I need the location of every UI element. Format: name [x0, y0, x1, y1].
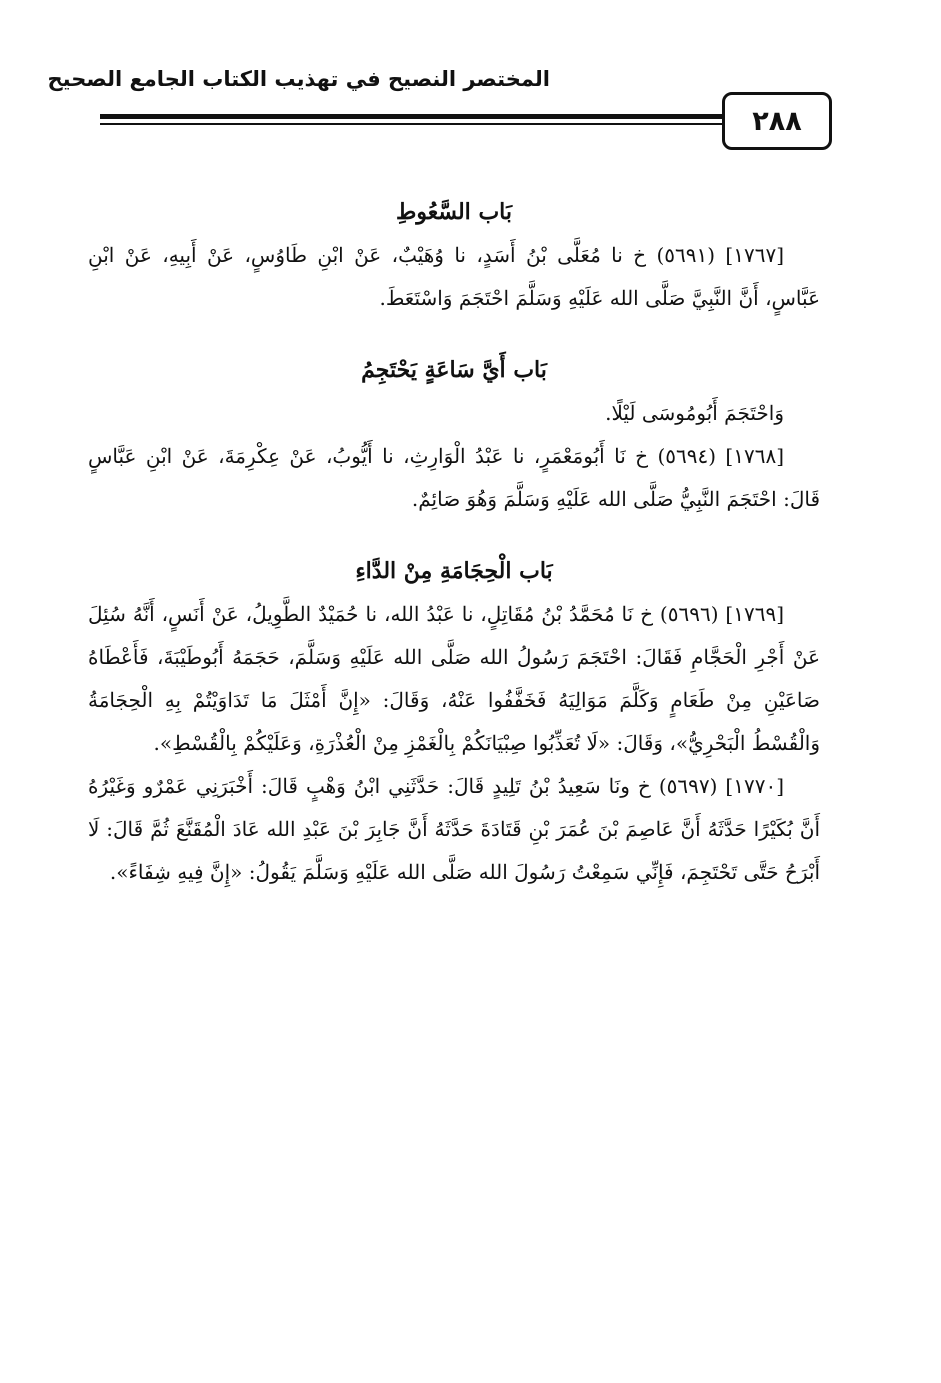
chapter-heading: بَاب أَيَّ سَاعَةٍ يَحْتَجِمُ: [361, 357, 547, 383]
section-saout: [88, 190, 820, 320]
section-hour-of-cupping: [88, 348, 820, 521]
chapter-note: وَاحْتَجَمَ أَبُومُوسَى لَيْلًا.: [605, 401, 784, 425]
chapter-heading: بَاب الْحِجَامَةِ مِنْ الدَّاءِ: [355, 558, 553, 584]
section-cupping-for-illness: [88, 549, 820, 894]
header-rule-thin: [100, 123, 722, 125]
chapter-heading: بَاب السَّعُوطِ: [396, 199, 512, 225]
page-body: [88, 190, 820, 894]
hadith-paragraph: [١٧٦٧] (٥٦٩١) خ نا مُعَلَّى بْنُ أَسَدٍ، نا وُهَيْبٌ، عَنْ ابْنِ طَاوُسٍ، عَنْ أَبِيهِ، عَنْ ابْنِ عَبَّاسٍ، أَنَّ النَّبِيَّ صَلَّى الله عَلَيْهِ وَسَلَّمَ احْتَجَمَ وَاسْتَعَطَ.: [88, 243, 820, 310]
header-rule-thick: [100, 114, 722, 119]
hadith-paragraph: [١٧٦٩] (٥٦٩٦) خ نَا مُحَمَّدُ بْنُ مُقَاتِلٍ، نا عَبْدُ الله، نا حُمَيْدٌ الطَّوِيلُ، عَنْ أَنَسٍ، أَنَّهُ سُئِلَ عَنْ أَجْرِ الْحَجَّامِ فَقَالَ: احْتَجَمَ رَسُولُ الله صَلَّى الله عَلَيْهِ وَسَلَّمَ، حَجَمَهُ أَبُوطَيْبَةَ، فَأَعْطَاهُ صَاعَيْنِ مِنْ طَعَامٍ وَكَلَّمَ مَوَالِيَهُ فَخَفَّفُوا عَنْهُ، وَقَالَ: «إِنَّ أَمْثَلَ مَا تَدَاوَيْتُمْ بِهِ الْحِجَامَةُ وَالْقُسْطُ الْبَحْرِيُّ»، وَقَالَ: «لَا تُعَذِّبُوا صِبْيَانَكُمْ بِالْغَمْزِ مِنْ الْعُذْرَةِ، وَعَلَيْكُمْ بِالْقُسْطِ».: [88, 602, 820, 755]
hadith-paragraph: [١٧٦٨] (٥٦٩٤) خ نَا أَبُومَعْمَرٍ، نا عَبْدُ الْوَارِثِ، نا أَيُّوبُ، عَنْ عِكْرِمَةَ، عَنْ ابْنِ عَبَّاسٍ قَالَ: احْتَجَمَ النَّبِيُّ صَلَّى الله عَلَيْهِ وَسَلَّمَ وَهُوَ صَائِمٌ.: [88, 444, 820, 511]
hadith-paragraph: [١٧٧٠] (٥٦٩٧) خ ونَا سَعِيدُ بْنُ تَلِيدٍ قَالَ: حَدَّثَنِي ابْنُ وَهْبٍ قَالَ: أَخْبَرَنِي عَمْرٌو وَغَيْرُهُ أَنَّ بُكَيْرًا حَدَّثَهُ أَنَّ عَاصِمَ بْنَ عُمَرَ بْنِ قَتَادَةَ حَدَّثَهُ أَنَّ جَابِرَ بْنَ عَبْدِ الله عَادَ الْمُقَنَّعَ ثُمَّ قَالَ: لَا أَبْرَحُ حَتَّى تَحْتَجِمَ، فَإِنِّي سَمِعْتُ رَسُولَ الله صَلَّى الله عَلَيْهِ وَسَلَّمَ يَقُولُ: «إِنَّ فِيهِ شِفَاءً».: [88, 774, 820, 884]
running-title: المختصر النصيح في تهذيب الكتاب الجامع الصحيح: [47, 67, 550, 91]
page-number: ٢٨٨: [722, 92, 832, 150]
page-header: [0, 0, 941, 160]
